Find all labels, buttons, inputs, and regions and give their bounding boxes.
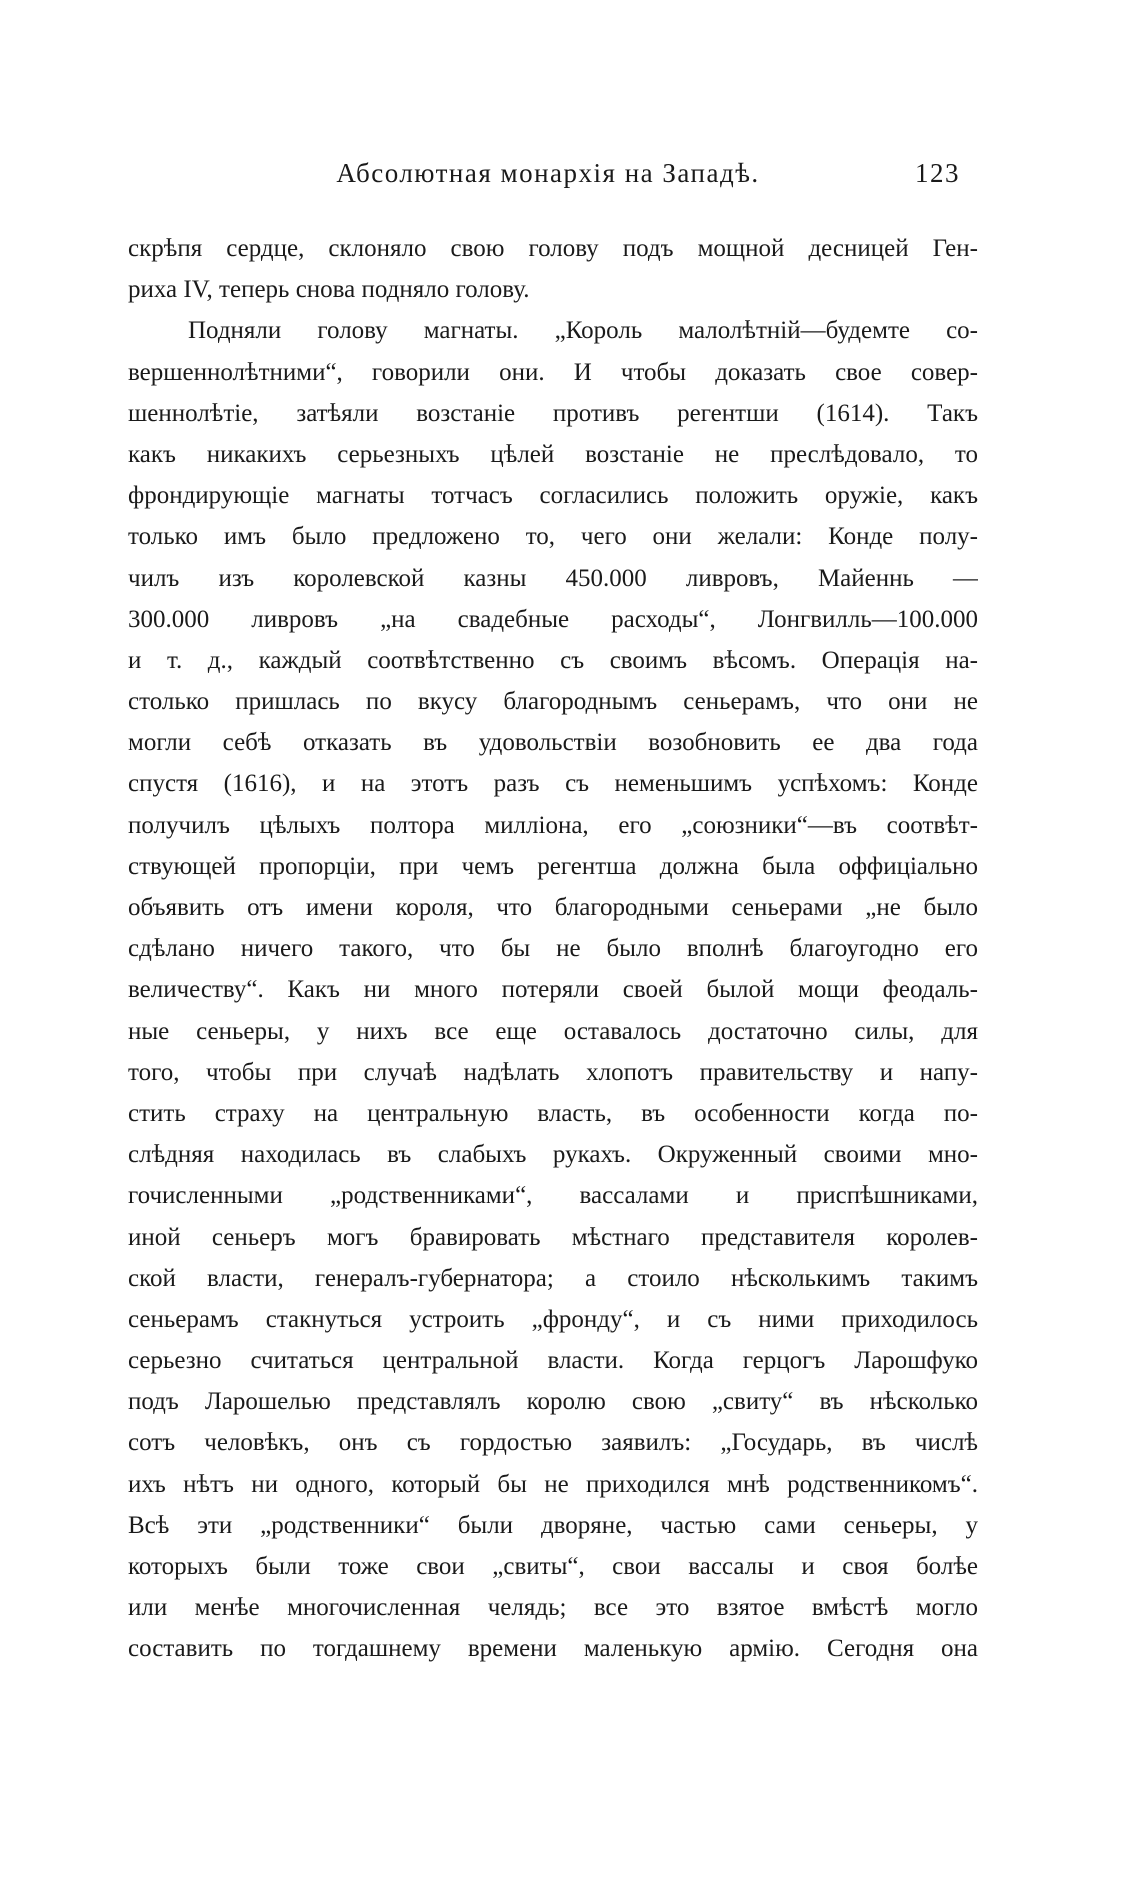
text-line: и т. д., каждый соотвѣтственно съ своимъ вѣсомъ. Операція на-	[128, 646, 978, 674]
text-line: ихъ нѣтъ ни одного, который бы не приходился мнѣ родственникомъ“.	[128, 1470, 978, 1498]
text-line: шеннолѣтіе, затѣяли возстаніе противъ регентши (1614). Такъ	[128, 399, 978, 427]
text-line: стить страху на центральную власть, въ особенности когда по-	[128, 1099, 978, 1127]
body-text	[128, 228, 978, 1670]
text-line: какъ никакихъ серьезныхъ цѣлей возстаніе не преслѣдовало, то	[128, 440, 978, 468]
text-line: объявить отъ имени короля, что благородными сеньерами „не было	[128, 894, 978, 921]
text-line: Всѣ эти „родственники“ были дворяне, частью сами сеньеры, у	[128, 1511, 978, 1539]
text-line: серьезно считаться центральной власти. Когда герцогъ Ларошфуко	[128, 1347, 978, 1375]
text-line: вершеннолѣтними“, говорили они. И чтобы доказать свое совер-	[128, 358, 978, 386]
text-line: сеньерамъ стакнуться устроить „фронду“, и съ ними приходилось	[128, 1305, 978, 1333]
text-line: гочисленными „родственниками“, вассалами и приспѣшниками,	[128, 1182, 978, 1210]
text-line: получилъ цѣлыхъ полтора милліона, его „союзники“—въ соотвѣт-	[128, 811, 978, 839]
text-line: сотъ человѣкъ, онъ съ гордостью заявилъ: „Государь, въ числѣ	[128, 1429, 978, 1457]
text-line: чилъ изъ королевской казны 450.000 ливровъ, Майеннь —	[128, 564, 978, 592]
text-line: ствующей пропорціи, при чемъ регентша должна была оффиціально	[128, 852, 978, 880]
text-line: величеству“. Какъ ни много потеряли своей былой мощи феодаль-	[128, 976, 978, 1004]
text-line: спустя (1616), и на этотъ разъ съ неменьшимъ успѣхомъ: Конде	[128, 770, 978, 798]
text-line: подъ Ларошелью представлялъ королю свою „свиту“ въ нѣсколько	[128, 1388, 978, 1416]
text-line: столько пришлась по вкусу благороднымъ сеньерамъ, что они не	[128, 688, 978, 716]
text-line: иной сеньеръ могъ бравировать мѣстнаго представителя королев-	[128, 1223, 978, 1251]
text-line: ные сеньеры, у нихъ все еще оставалось достаточно силы, для	[128, 1017, 978, 1045]
text-line: только имъ было предложено то, чего они желали: Конде полу-	[128, 523, 978, 551]
text-line: составить по тогдашнему времени маленькую армію. Сегодня она	[128, 1635, 978, 1663]
text-line: фрондирующіе магнаты тотчасъ согласились положить оружіе, какъ	[128, 482, 978, 510]
text-line: которыхъ были тоже свои „свиты“, свои вассалы и своя болѣе	[128, 1553, 978, 1580]
text-line: того, чтобы при случаѣ надѣлать хлопотъ правительству и напу-	[128, 1058, 978, 1086]
page-header	[128, 158, 968, 198]
running-title: Абсолютная монархія на Западѣ.	[336, 158, 760, 188]
text-line: 300.000 ливровъ „на свадебные расходы“, Лонгвилль—100.000	[128, 605, 978, 633]
text-line: могли себѣ отказать въ удовольствіи возобновить ее два года	[128, 729, 978, 757]
page-number: 123	[915, 158, 960, 188]
text-line: риха IV, теперь снова подняло голову.	[128, 276, 530, 304]
text-line: ской власти, генералъ-губернатора; а стоило нѣсколькимъ такимъ	[128, 1264, 978, 1292]
text-line: или менѣе многочисленная челядь; все это взятое вмѣстѣ могло	[128, 1594, 978, 1622]
text-line: Подняли голову магнаты. „Король малолѣтній—будемте со-	[188, 317, 978, 345]
text-line: сдѣлано ничего такого, что бы не было вполнѣ благоугодно его	[128, 935, 978, 963]
text-line: скрѣпя сердце, склоняло свою голову подъ мощной десницей Ген-	[128, 235, 978, 262]
text-line: слѣдняя находилась въ слабыхъ рукахъ. Окруженный своими мно-	[128, 1141, 978, 1169]
